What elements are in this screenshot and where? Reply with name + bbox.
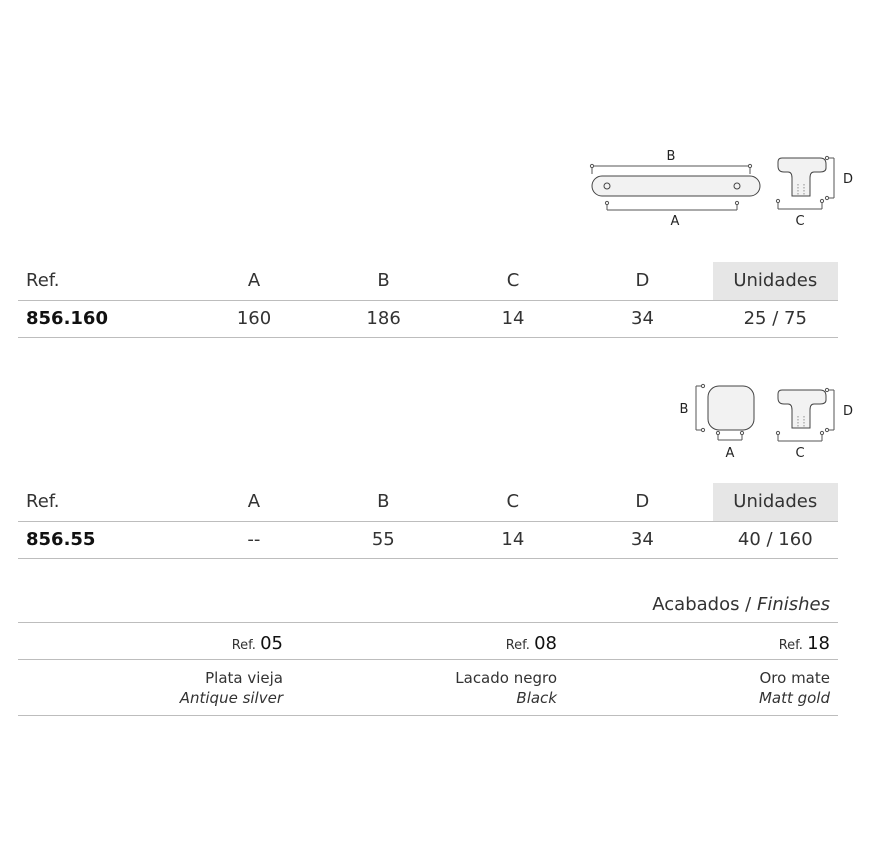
- header-a: A: [195, 262, 314, 300]
- header-units: Unidades: [713, 262, 838, 300]
- finish-name-en: Antique silver: [179, 689, 283, 707]
- finish-names-05: [18, 668, 283, 708]
- cell-units: 40 / 160: [713, 521, 838, 558]
- product2-top-diagram: [676, 380, 766, 464]
- finish-item-18: [580, 634, 830, 656]
- cell-d: 34: [572, 300, 712, 337]
- cell-c: 14: [454, 521, 573, 558]
- table-row: [18, 521, 838, 558]
- finish-names-18: [580, 668, 830, 708]
- header-d: D: [572, 262, 712, 300]
- header-c: C: [454, 483, 573, 521]
- dim-label-c: C: [795, 446, 805, 461]
- header-d: D: [572, 483, 712, 521]
- table-header-row: [18, 262, 838, 300]
- finish-ref-number: 18: [807, 633, 830, 654]
- header-ref: Ref.: [18, 483, 195, 521]
- header-b: B: [313, 483, 453, 521]
- table-header-row: [18, 483, 838, 521]
- cell-b: 55: [313, 521, 453, 558]
- finish-item-08: [300, 634, 557, 656]
- finish-ref-number: 05: [260, 633, 283, 654]
- header-units: Unidades: [713, 483, 838, 521]
- finishes-title-en: Finishes: [756, 594, 830, 615]
- finish-ref-prefix: Ref.: [778, 638, 803, 653]
- dim-label-a: A: [670, 214, 680, 229]
- cell-a: --: [195, 521, 314, 558]
- finish-ref-prefix: Ref.: [505, 638, 530, 653]
- dim-label-d: D: [842, 404, 854, 419]
- table-row: [18, 300, 838, 337]
- product1-top-diagram: [586, 146, 766, 230]
- spec-table-856-160: [18, 262, 838, 338]
- finish-name-es: Oro mate: [759, 669, 830, 687]
- finish-ref: [18, 634, 283, 656]
- divider: [18, 622, 838, 623]
- finish-name-en: Black: [516, 689, 557, 707]
- cell-a: 160: [195, 300, 314, 337]
- cell-units: 25 / 75: [713, 300, 838, 337]
- header-a: A: [195, 483, 314, 521]
- divider: [18, 715, 838, 716]
- finish-ref: [580, 634, 830, 656]
- finish-ref: [300, 634, 557, 656]
- product2-side-diagram: [772, 382, 860, 462]
- finish-name-en: Matt gold: [758, 689, 830, 707]
- dim-label-b: B: [679, 402, 689, 417]
- product1-side-diagram: [772, 150, 860, 230]
- finishes-title: [18, 594, 830, 615]
- header-ref: Ref.: [18, 262, 195, 300]
- cell-ref: 856.160: [18, 300, 195, 337]
- cell-d: 34: [572, 521, 712, 558]
- header-b: B: [313, 262, 453, 300]
- finish-name-es: Plata vieja: [205, 669, 283, 687]
- spec-table-856-55: [18, 483, 838, 559]
- divider: [18, 659, 838, 660]
- finish-ref-number: 08: [534, 633, 557, 654]
- cell-c: 14: [454, 300, 573, 337]
- cell-b: 186: [313, 300, 453, 337]
- finish-names-08: [300, 668, 557, 708]
- dim-label-c: C: [795, 214, 805, 229]
- header-c: C: [454, 262, 573, 300]
- finish-ref-prefix: Ref.: [231, 638, 256, 653]
- dim-label-b: B: [666, 149, 676, 164]
- finish-item-05: [18, 634, 283, 656]
- finishes-title-es: Acabados /: [652, 594, 752, 615]
- finish-name-es: Lacado negro: [455, 669, 557, 687]
- dim-label-a: A: [725, 446, 735, 461]
- dim-label-d: D: [842, 172, 854, 187]
- cell-ref: 856.55: [18, 521, 195, 558]
